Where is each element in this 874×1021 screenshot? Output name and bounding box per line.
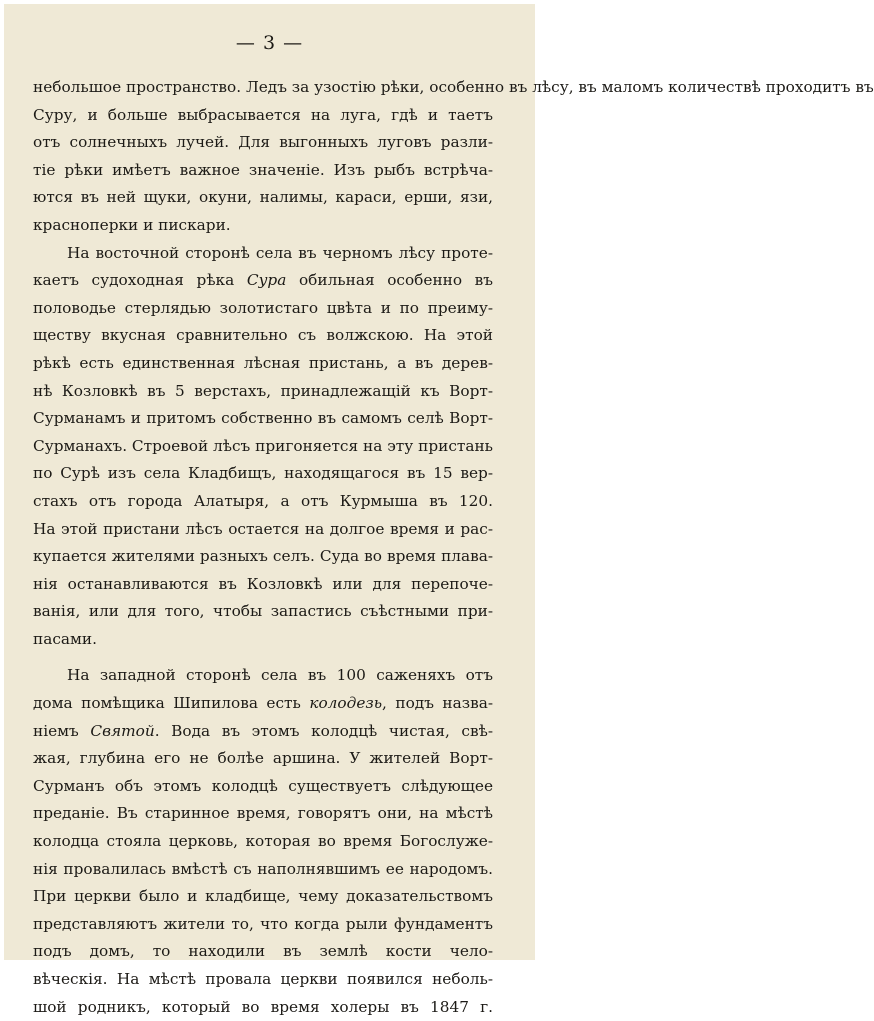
text-line: Суру, и больше выбрасывается на луга, гдѣ и таетъ (33, 105, 493, 124)
text-line: рѣкѣ есть единственная лѣсная пристань, а въ дерев- (33, 353, 493, 372)
text-fragment: , подъ назва- (382, 694, 493, 713)
text-line: стахъ отъ города Алатыря, а отъ Курмыша въ 120. (33, 491, 493, 510)
text-fragment: . Вода въ этомъ колодцѣ чистая, свѣ- (154, 721, 493, 740)
text-line: нія провалилась вмѣстѣ съ наполнявшимъ ее народомъ. (33, 859, 493, 878)
well-term: колодезь (309, 694, 383, 713)
text-fragment: каетъ судоходная рѣка (33, 271, 235, 290)
text-line: шой родникъ, который во время холеры въ 1847 г. (33, 997, 493, 1016)
text-line: тіе рѣки имѣетъ важное значеніе. Изъ рыбъ встрѣча- (33, 160, 493, 179)
text-fragment: дома помѣщика Шипилова есть (33, 694, 301, 713)
text-line: При церкви было и кладбище, чему доказательствомъ (33, 887, 493, 906)
text-line-with-emphasis (33, 690, 493, 718)
paragraph-1 (33, 74, 874, 240)
text-line: На этой пристани лѣсъ остается на долгое время и рас- (33, 519, 493, 538)
text-line: пасами. (33, 629, 97, 648)
text-line: представляютъ жители то, что когда рыли фундаментъ (33, 914, 493, 933)
text-line: Сурманъ объ этомъ колодцѣ существуетъ слѣдующее (33, 776, 493, 795)
text-line: небольшое пространство. Ледъ за узостію рѣки, особенно въ лѣсу, въ маломъ количествѣ проходитъ въ (33, 78, 874, 96)
well-name: Святой (90, 721, 155, 740)
paragraph-3 (33, 662, 493, 1021)
paragraph-2 (33, 240, 493, 654)
text-line: нѣ Козловкѣ въ 5 верстахъ, принадлежащій къ Ворт- (33, 381, 493, 400)
text-line: купается жителями разныхъ селъ. Суда во время плава- (33, 547, 493, 566)
text-line: ются въ ней щуки, окуни, налимы, караси, ерши, язи, (33, 188, 493, 207)
text-line-with-emphasis (33, 718, 493, 746)
page-number: — 3 — (235, 32, 304, 54)
page-text (33, 74, 874, 1021)
text-line: На восточной сторонѣ села въ черномъ лѣсу проте- (67, 243, 493, 262)
paragraph-gap (33, 653, 493, 662)
text-line: красноперки и пискари. (33, 215, 231, 234)
text-line: колодца стояла церковь, которая во время Богослуже- (33, 832, 493, 851)
river-name: Сура (246, 271, 287, 290)
text-line: На западной сторонѣ села въ 100 саженяхъ отъ (67, 666, 493, 685)
text-line: по Сурѣ изъ села Кладбищъ, находящагося въ 15 вер- (33, 464, 493, 483)
text-line: подъ домъ, то находили въ землѣ кости чело- (33, 942, 493, 961)
text-line: Сурманахъ. Строевой лѣсъ пригоняется на эту пристань (33, 436, 493, 455)
text-line: жая, глубина его не болѣе аршина. У жителей Ворт- (33, 749, 493, 768)
text-fragment: обильная особенно въ (298, 271, 493, 290)
text-line: преданіе. Въ старинное время, говорятъ они, на мѣстѣ (33, 804, 493, 823)
text-line: ванія, или для того, чтобы запастись съѣстными при- (33, 602, 493, 621)
text-line: вѣческія. На мѣстѣ провала церкви появился неболь- (33, 970, 493, 988)
text-line: нія останавливаются въ Козловкѣ или для перепоче- (33, 574, 493, 593)
text-line: ществу вкусная сравнительно съ волжскою. На этой (33, 326, 493, 345)
text-line-with-emphasis (33, 267, 493, 295)
text-fragment: ніемъ (33, 721, 79, 740)
text-line: отъ солнечныхъ лучей. Для выгонныхъ луговъ разли- (33, 133, 493, 152)
text-line: половодье стерлядью золотистаго цвѣта и по преиму- (33, 298, 493, 317)
text-line: Сурманамъ и притомъ собственно въ самомъ селѣ Ворт- (33, 409, 493, 428)
